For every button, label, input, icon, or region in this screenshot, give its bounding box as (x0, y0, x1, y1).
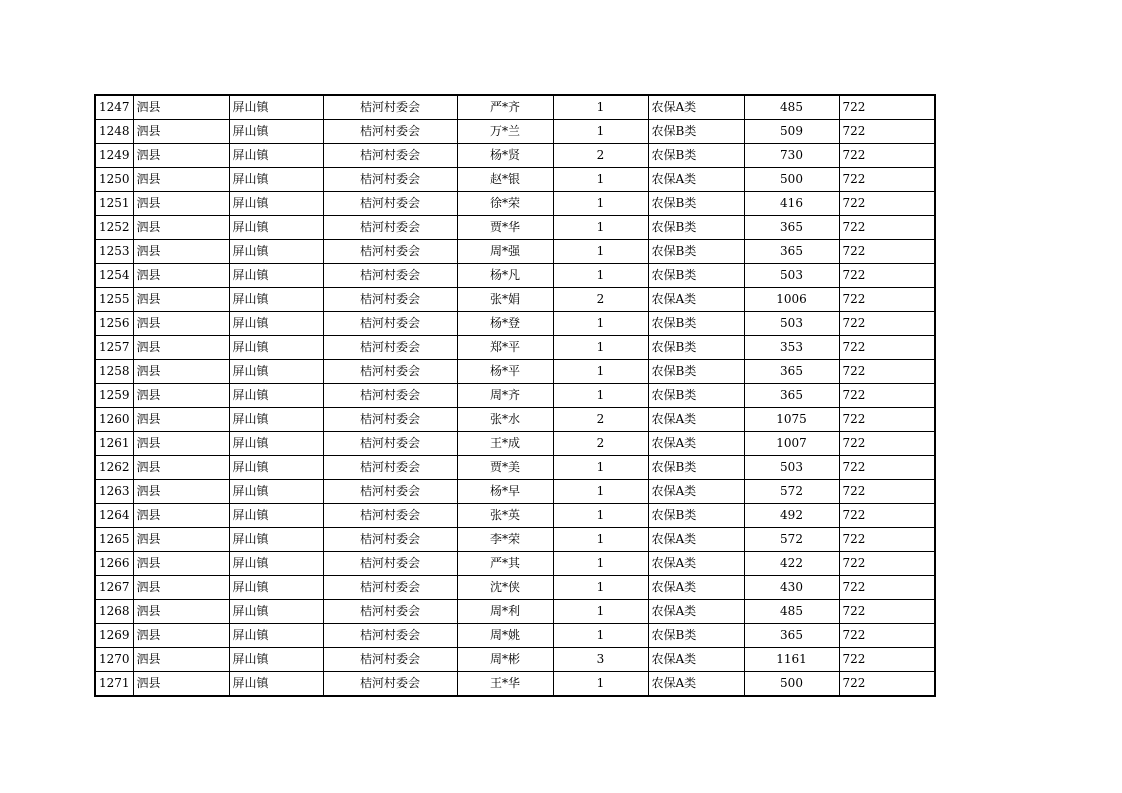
household-count-cell: 1 (553, 312, 648, 336)
amount-cell: 485 (744, 600, 839, 624)
name-cell: 沈*侠 (457, 576, 553, 600)
table-row (95, 408, 935, 432)
table-body (95, 95, 935, 696)
household-count-cell: 2 (553, 432, 648, 456)
town-cell: 屏山镇 (229, 288, 323, 312)
amount-cell: 572 (744, 480, 839, 504)
town-cell: 屏山镇 (229, 95, 323, 120)
village-committee-cell: 桔河村委会 (323, 240, 457, 264)
table-row (95, 216, 935, 240)
household-count-cell: 2 (553, 408, 648, 432)
household-count-cell: 1 (553, 624, 648, 648)
code-cell: 722 (839, 600, 935, 624)
household-count-cell: 1 (553, 672, 648, 697)
table-row (95, 432, 935, 456)
name-cell: 万*兰 (457, 120, 553, 144)
town-cell: 屏山镇 (229, 672, 323, 697)
household-count-cell: 3 (553, 648, 648, 672)
table-row (95, 672, 935, 697)
village-committee-cell: 桔河村委会 (323, 552, 457, 576)
county-cell: 泗县 (133, 360, 229, 384)
village-committee-cell: 桔河村委会 (323, 624, 457, 648)
village-committee-cell: 桔河村委会 (323, 288, 457, 312)
village-committee-cell: 桔河村委会 (323, 648, 457, 672)
insurance-type-cell: 农保A类 (648, 576, 744, 600)
county-cell: 泗县 (133, 408, 229, 432)
name-cell: 周*彬 (457, 648, 553, 672)
town-cell: 屏山镇 (229, 408, 323, 432)
amount-cell: 353 (744, 336, 839, 360)
town-cell: 屏山镇 (229, 360, 323, 384)
code-cell: 722 (839, 216, 935, 240)
town-cell: 屏山镇 (229, 600, 323, 624)
insurance-type-cell: 农保B类 (648, 504, 744, 528)
town-cell: 屏山镇 (229, 432, 323, 456)
code-cell: 722 (839, 360, 935, 384)
insurance-type-cell: 农保B类 (648, 240, 744, 264)
insurance-type-cell: 农保B类 (648, 624, 744, 648)
village-committee-cell: 桔河村委会 (323, 312, 457, 336)
row-number-cell: 1256 (95, 312, 133, 336)
table-row (95, 648, 935, 672)
name-cell: 张*英 (457, 504, 553, 528)
code-cell: 722 (839, 144, 935, 168)
amount-cell: 509 (744, 120, 839, 144)
county-cell: 泗县 (133, 672, 229, 697)
town-cell: 屏山镇 (229, 384, 323, 408)
town-cell: 屏山镇 (229, 216, 323, 240)
name-cell: 李*荣 (457, 528, 553, 552)
village-committee-cell: 桔河村委会 (323, 528, 457, 552)
code-cell: 722 (839, 312, 935, 336)
table-row (95, 288, 935, 312)
insurance-type-cell: 农保B类 (648, 144, 744, 168)
household-count-cell: 1 (553, 528, 648, 552)
code-cell: 722 (839, 552, 935, 576)
insurance-type-cell: 农保B类 (648, 456, 744, 480)
name-cell: 杨*平 (457, 360, 553, 384)
village-committee-cell: 桔河村委会 (323, 216, 457, 240)
table-row (95, 528, 935, 552)
county-cell: 泗县 (133, 552, 229, 576)
name-cell: 徐*荣 (457, 192, 553, 216)
county-cell: 泗县 (133, 384, 229, 408)
town-cell: 屏山镇 (229, 624, 323, 648)
row-number-cell: 1249 (95, 144, 133, 168)
village-committee-cell: 桔河村委会 (323, 480, 457, 504)
code-cell: 722 (839, 528, 935, 552)
code-cell: 722 (839, 168, 935, 192)
village-committee-cell: 桔河村委会 (323, 120, 457, 144)
table-row (95, 576, 935, 600)
row-number-cell: 1259 (95, 384, 133, 408)
village-committee-cell: 桔河村委会 (323, 432, 457, 456)
row-number-cell: 1251 (95, 192, 133, 216)
row-number-cell: 1247 (95, 95, 133, 120)
village-committee-cell: 桔河村委会 (323, 504, 457, 528)
insurance-type-cell: 农保B类 (648, 120, 744, 144)
household-count-cell: 1 (553, 168, 648, 192)
amount-cell: 503 (744, 312, 839, 336)
town-cell: 屏山镇 (229, 480, 323, 504)
insurance-type-cell: 农保B类 (648, 264, 744, 288)
table-row (95, 600, 935, 624)
name-cell: 周*强 (457, 240, 553, 264)
name-cell: 周*姚 (457, 624, 553, 648)
household-count-cell: 2 (553, 288, 648, 312)
village-committee-cell: 桔河村委会 (323, 95, 457, 120)
row-number-cell: 1262 (95, 456, 133, 480)
town-cell: 屏山镇 (229, 240, 323, 264)
amount-cell: 1007 (744, 432, 839, 456)
county-cell: 泗县 (133, 168, 229, 192)
town-cell: 屏山镇 (229, 336, 323, 360)
insurance-type-cell: 农保A类 (648, 648, 744, 672)
household-count-cell: 1 (553, 552, 648, 576)
household-count-cell: 1 (553, 240, 648, 264)
town-cell: 屏山镇 (229, 312, 323, 336)
household-count-cell: 1 (553, 384, 648, 408)
name-cell: 贾*美 (457, 456, 553, 480)
town-cell: 屏山镇 (229, 144, 323, 168)
county-cell: 泗县 (133, 528, 229, 552)
town-cell: 屏山镇 (229, 576, 323, 600)
village-committee-cell: 桔河村委会 (323, 336, 457, 360)
name-cell: 赵*银 (457, 168, 553, 192)
amount-cell: 365 (744, 240, 839, 264)
household-count-cell: 1 (553, 600, 648, 624)
household-count-cell: 2 (553, 144, 648, 168)
household-count-cell: 1 (553, 264, 648, 288)
household-count-cell: 1 (553, 576, 648, 600)
table-row (95, 456, 935, 480)
town-cell: 屏山镇 (229, 264, 323, 288)
county-cell: 泗县 (133, 456, 229, 480)
household-count-cell: 1 (553, 192, 648, 216)
household-count-cell: 1 (553, 504, 648, 528)
amount-cell: 500 (744, 168, 839, 192)
beneficiary-table (94, 94, 936, 697)
row-number-cell: 1253 (95, 240, 133, 264)
row-number-cell: 1257 (95, 336, 133, 360)
amount-cell: 503 (744, 456, 839, 480)
county-cell: 泗县 (133, 504, 229, 528)
name-cell: 杨*早 (457, 480, 553, 504)
amount-cell: 572 (744, 528, 839, 552)
county-cell: 泗县 (133, 432, 229, 456)
village-committee-cell: 桔河村委会 (323, 456, 457, 480)
name-cell: 张*水 (457, 408, 553, 432)
town-cell: 屏山镇 (229, 504, 323, 528)
insurance-type-cell: 农保A类 (648, 168, 744, 192)
village-committee-cell: 桔河村委会 (323, 192, 457, 216)
amount-cell: 365 (744, 216, 839, 240)
insurance-type-cell: 农保A类 (648, 95, 744, 120)
table-row (95, 95, 935, 120)
amount-cell: 1075 (744, 408, 839, 432)
county-cell: 泗县 (133, 264, 229, 288)
row-number-cell: 1265 (95, 528, 133, 552)
amount-cell: 416 (744, 192, 839, 216)
code-cell: 722 (839, 240, 935, 264)
amount-cell: 430 (744, 576, 839, 600)
insurance-type-cell: 农保B类 (648, 360, 744, 384)
household-count-cell: 1 (553, 216, 648, 240)
amount-cell: 730 (744, 144, 839, 168)
insurance-type-cell: 农保A类 (648, 432, 744, 456)
name-cell: 杨*贤 (457, 144, 553, 168)
name-cell: 周*齐 (457, 384, 553, 408)
code-cell: 722 (839, 264, 935, 288)
row-number-cell: 1261 (95, 432, 133, 456)
table-row (95, 168, 935, 192)
table-row (95, 264, 935, 288)
amount-cell: 492 (744, 504, 839, 528)
name-cell: 张*娟 (457, 288, 553, 312)
insurance-type-cell: 农保B类 (648, 384, 744, 408)
table-row (95, 336, 935, 360)
household-count-cell: 1 (553, 336, 648, 360)
amount-cell: 365 (744, 624, 839, 648)
household-count-cell: 1 (553, 120, 648, 144)
name-cell: 杨*登 (457, 312, 553, 336)
table-row (95, 384, 935, 408)
household-count-cell: 1 (553, 456, 648, 480)
county-cell: 泗县 (133, 240, 229, 264)
code-cell: 722 (839, 456, 935, 480)
row-number-cell: 1267 (95, 576, 133, 600)
town-cell: 屏山镇 (229, 648, 323, 672)
table-row (95, 240, 935, 264)
name-cell: 王*华 (457, 672, 553, 697)
insurance-type-cell: 农保A类 (648, 600, 744, 624)
county-cell: 泗县 (133, 144, 229, 168)
row-number-cell: 1268 (95, 600, 133, 624)
insurance-type-cell: 农保B类 (648, 216, 744, 240)
county-cell: 泗县 (133, 288, 229, 312)
village-committee-cell: 桔河村委会 (323, 168, 457, 192)
row-number-cell: 1248 (95, 120, 133, 144)
code-cell: 722 (839, 288, 935, 312)
county-cell: 泗县 (133, 95, 229, 120)
table-row (95, 192, 935, 216)
table-row (95, 144, 935, 168)
village-committee-cell: 桔河村委会 (323, 384, 457, 408)
name-cell: 杨*凡 (457, 264, 553, 288)
insurance-type-cell: 农保A类 (648, 288, 744, 312)
county-cell: 泗县 (133, 120, 229, 144)
row-number-cell: 1271 (95, 672, 133, 697)
county-cell: 泗县 (133, 648, 229, 672)
row-number-cell: 1260 (95, 408, 133, 432)
code-cell: 722 (839, 576, 935, 600)
village-committee-cell: 桔河村委会 (323, 576, 457, 600)
town-cell: 屏山镇 (229, 120, 323, 144)
code-cell: 722 (839, 504, 935, 528)
amount-cell: 500 (744, 672, 839, 697)
table-row (95, 552, 935, 576)
row-number-cell: 1266 (95, 552, 133, 576)
code-cell: 722 (839, 480, 935, 504)
row-number-cell: 1254 (95, 264, 133, 288)
insurance-type-cell: 农保A类 (648, 480, 744, 504)
code-cell: 722 (839, 192, 935, 216)
amount-cell: 422 (744, 552, 839, 576)
insurance-type-cell: 农保A类 (648, 408, 744, 432)
insurance-type-cell: 农保A类 (648, 552, 744, 576)
code-cell: 722 (839, 384, 935, 408)
table-row (95, 120, 935, 144)
insurance-type-cell: 农保B类 (648, 336, 744, 360)
county-cell: 泗县 (133, 312, 229, 336)
town-cell: 屏山镇 (229, 168, 323, 192)
row-number-cell: 1252 (95, 216, 133, 240)
amount-cell: 485 (744, 95, 839, 120)
name-cell: 王*成 (457, 432, 553, 456)
town-cell: 屏山镇 (229, 456, 323, 480)
table-row (95, 504, 935, 528)
code-cell: 722 (839, 672, 935, 697)
village-committee-cell: 桔河村委会 (323, 672, 457, 697)
amount-cell: 503 (744, 264, 839, 288)
household-count-cell: 1 (553, 95, 648, 120)
village-committee-cell: 桔河村委会 (323, 600, 457, 624)
household-count-cell: 1 (553, 480, 648, 504)
code-cell: 722 (839, 408, 935, 432)
amount-cell: 1161 (744, 648, 839, 672)
insurance-type-cell: 农保B类 (648, 312, 744, 336)
code-cell: 722 (839, 120, 935, 144)
village-committee-cell: 桔河村委会 (323, 264, 457, 288)
name-cell: 周*利 (457, 600, 553, 624)
county-cell: 泗县 (133, 216, 229, 240)
town-cell: 屏山镇 (229, 552, 323, 576)
table-row (95, 360, 935, 384)
row-number-cell: 1264 (95, 504, 133, 528)
insurance-type-cell: 农保A类 (648, 528, 744, 552)
amount-cell: 365 (744, 360, 839, 384)
row-number-cell: 1255 (95, 288, 133, 312)
row-number-cell: 1250 (95, 168, 133, 192)
county-cell: 泗县 (133, 624, 229, 648)
village-committee-cell: 桔河村委会 (323, 144, 457, 168)
name-cell: 郑*平 (457, 336, 553, 360)
name-cell: 严*其 (457, 552, 553, 576)
town-cell: 屏山镇 (229, 192, 323, 216)
row-number-cell: 1269 (95, 624, 133, 648)
code-cell: 722 (839, 624, 935, 648)
household-count-cell: 1 (553, 360, 648, 384)
table-row (95, 480, 935, 504)
code-cell: 722 (839, 95, 935, 120)
village-committee-cell: 桔河村委会 (323, 408, 457, 432)
amount-cell: 365 (744, 384, 839, 408)
table-row (95, 312, 935, 336)
row-number-cell: 1258 (95, 360, 133, 384)
county-cell: 泗县 (133, 600, 229, 624)
code-cell: 722 (839, 336, 935, 360)
row-number-cell: 1263 (95, 480, 133, 504)
county-cell: 泗县 (133, 576, 229, 600)
town-cell: 屏山镇 (229, 528, 323, 552)
row-number-cell: 1270 (95, 648, 133, 672)
county-cell: 泗县 (133, 336, 229, 360)
code-cell: 722 (839, 432, 935, 456)
county-cell: 泗县 (133, 480, 229, 504)
amount-cell: 1006 (744, 288, 839, 312)
code-cell: 722 (839, 648, 935, 672)
table-row (95, 624, 935, 648)
name-cell: 严*齐 (457, 95, 553, 120)
name-cell: 贾*华 (457, 216, 553, 240)
insurance-type-cell: 农保A类 (648, 672, 744, 697)
insurance-type-cell: 农保B类 (648, 192, 744, 216)
county-cell: 泗县 (133, 192, 229, 216)
village-committee-cell: 桔河村委会 (323, 360, 457, 384)
